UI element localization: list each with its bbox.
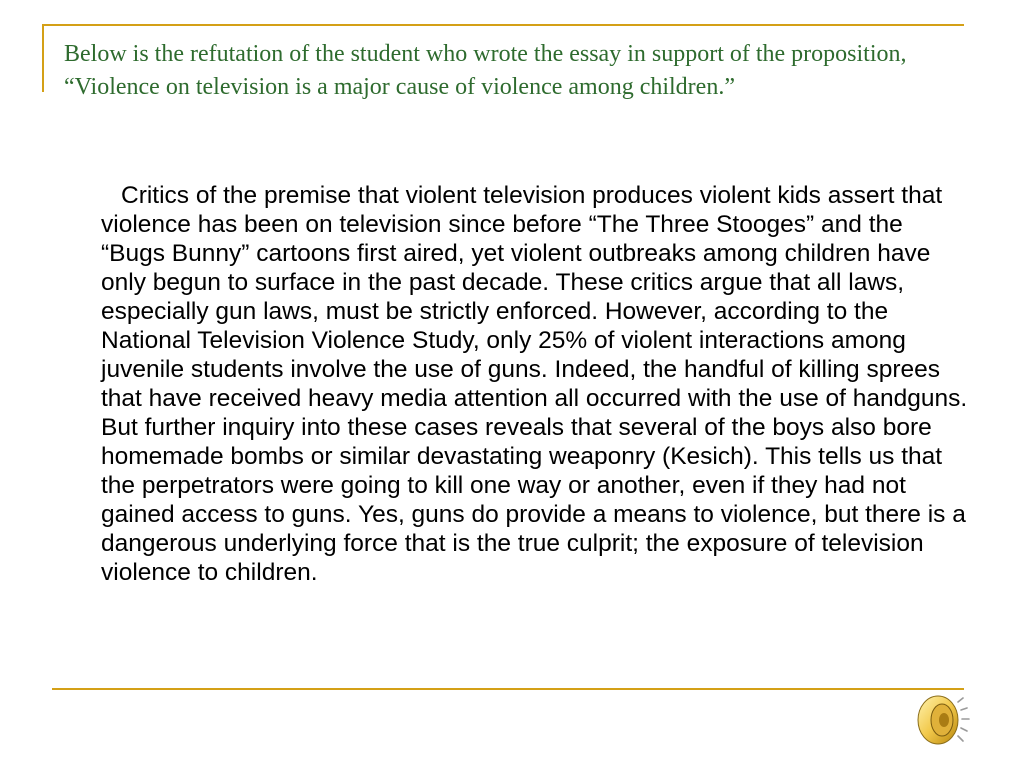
- slide-body-text: Critics of the premise that violent television produces violent kids assert that violence has been on television since before “The Three Stooges” and the “Bugs Bunny” cartoons first aired, yet violent outbreaks among children have only begun to surface in the past decade. These critics argue that all laws, especially gun laws, must be strictly enforced. However, according to the National Television Violence Study, only 25% of violent interactions among juvenile students involve the use of guns. Indeed, the handful of killing sprees that have received heavy media attention all occurred with the use of handguns. But further inquiry into these cases reveals that several of the boys also bore homemade bombs or similar devastating weaponry (Kesich). This tells us that the perpetrators were going to kill one way or another, even if they had not gained access to guns. Yes, guns do provide a means to violence, but there is a dangerous underlying force that is the true culprit; the exposure of television violence to children.: [101, 182, 968, 586]
- bottom-divider: [52, 688, 964, 690]
- top-divider: [42, 24, 964, 26]
- left-accent-bar: [42, 24, 44, 92]
- slide-title: Below is the refutation of the student who wrote the essay in support of the proposition, “Violence on television is a major cause of violence among children.”: [64, 41, 907, 100]
- speaker-icon[interactable]: [908, 690, 970, 748]
